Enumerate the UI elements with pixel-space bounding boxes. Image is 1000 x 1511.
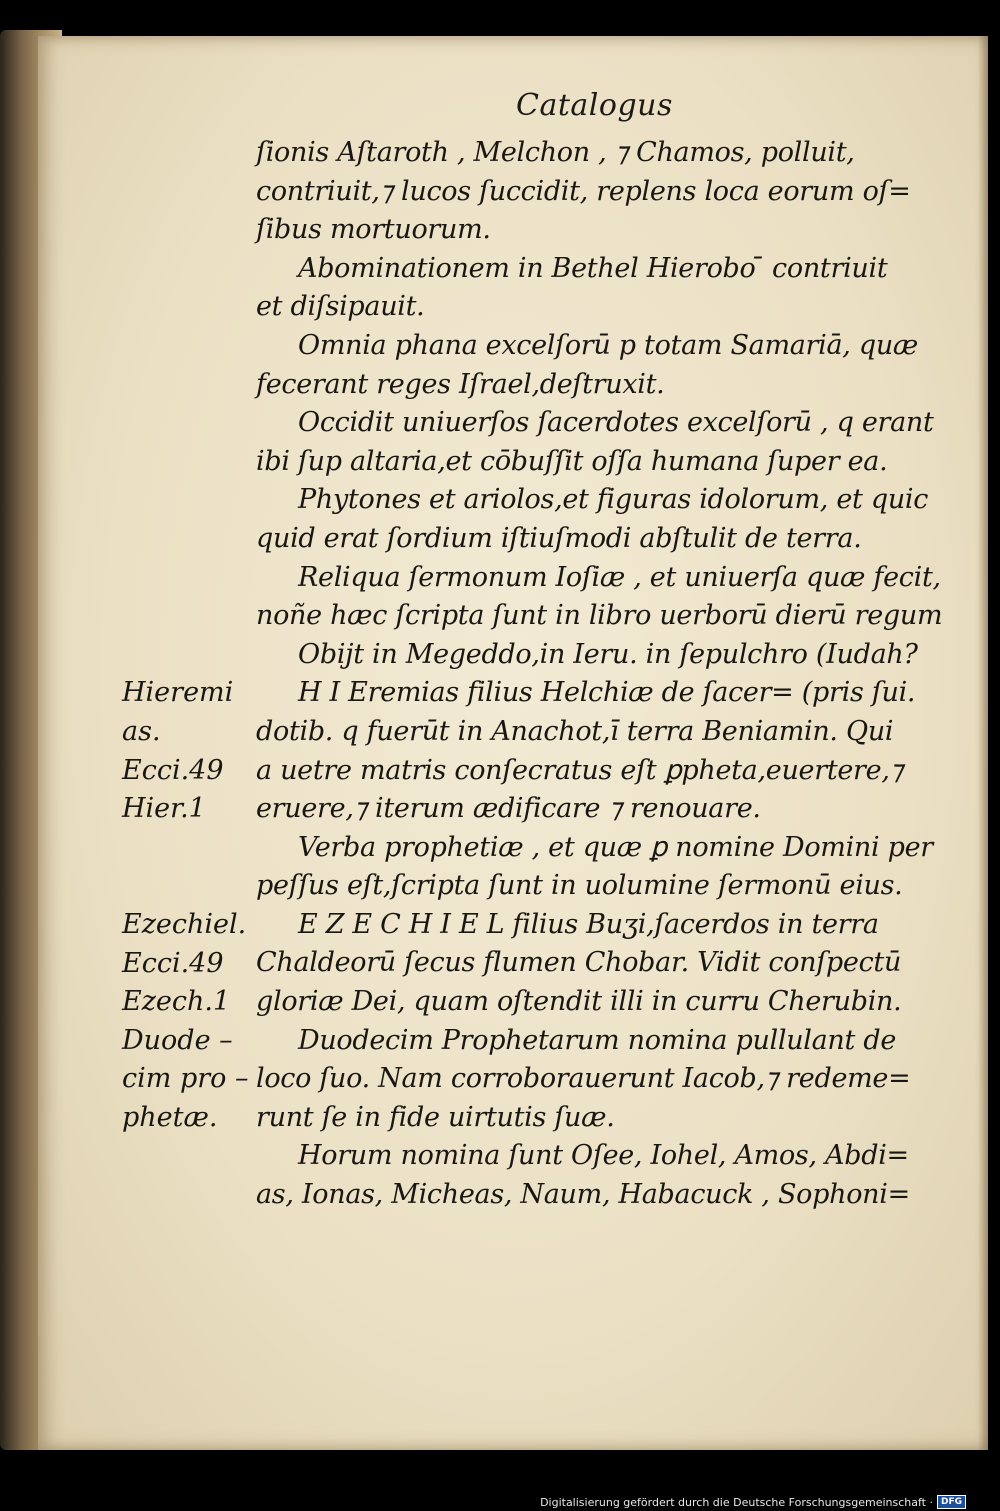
main-text-block: [256, 134, 956, 1215]
text-line: ſionis Aſtaroth , Melchon , ⁊ Chamos, polluit,: [256, 137, 855, 168]
text-line: gloriæ Dei, quam oſtendit illi in curru Cherubin.: [256, 986, 902, 1018]
text-line: noñe hæc ſcripta ſunt in libro uerborū dierū regum: [256, 600, 943, 632]
book-page: [38, 36, 988, 1450]
text-line: E Z E C H I E L filius Buʒi,ſacerdos in terra: [298, 908, 879, 940]
dfg-logo: DFG: [937, 1495, 966, 1509]
page-edge-shadow: [978, 36, 988, 1450]
margin-note: Ezech.1: [122, 986, 231, 1018]
text-line: et diſsipauit.: [256, 291, 425, 323]
text-line: quid erat ſordium iſtiuſmodi abſtulit de terra.: [256, 522, 862, 554]
credit-text: Digitalisierung gefördert durch die Deutsche Forschungsgemeinschaft ·: [540, 1495, 933, 1509]
text-line: Verba prophetiæ , et quæ ꝑ nomine Domini per: [298, 831, 933, 863]
text-line: peſſus eſt,ſcripta ſunt in uolumine ſermonū eius.: [256, 870, 903, 902]
text-line: eruere,⁊ iterum ædificare ⁊ renouare.: [256, 793, 761, 825]
text-line: as, Ionas, Micheas, Naum, Habacuck , Sophoni=: [256, 1179, 910, 1211]
text-line: Occidit uniuerſos ſacerdotes excelſorū , q erant: [298, 407, 934, 439]
margin-note: Ecci.49: [122, 947, 224, 979]
text-line: Horum nomina ſunt Oſee, Iohel, Amos, Abdi=: [298, 1140, 909, 1172]
margin-note: Hieremi: [122, 677, 234, 709]
margin-note: phetæ.: [122, 1102, 218, 1133]
text-line: Abominationem in Bethel Hierobo ̄ contriuit: [298, 252, 888, 284]
text-line: Phytones et ariolos,et figuras idolorum, et quic: [298, 484, 929, 516]
running-head: Catalogus: [516, 88, 673, 123]
text-line: Chaldeorū ſecus flumen Chobar. Vidit conſpectū: [256, 947, 902, 979]
margin-note: as.: [122, 716, 161, 747]
margin-note: Ezechiel.: [122, 909, 247, 940]
text-line: loco ſuo. Nam corroborauerunt Iacob,⁊ redeme=: [256, 1063, 911, 1095]
text-line: dotib. q fuerūt in Anachot,ī terra Beniamin. Qui: [256, 715, 894, 747]
text-line: ibi ſup altaria,et cōbuſſit oſſa humana ſuper ea.: [256, 445, 888, 477]
margin-note: cim pro –: [122, 1063, 249, 1095]
digitization-credit: [540, 1495, 966, 1509]
text-line: Obijt in Megeddo,in Ieru. in ſepulchro (Iudah?: [298, 638, 918, 670]
text-line: ſibus mortuorum.: [256, 214, 491, 246]
text-line: fecerant reges Iſrael,deſtruxit.: [256, 368, 665, 400]
text-line: a uetre matris conſecratus eſt ꝑpheta,euertere,⁊: [256, 754, 903, 786]
text-line: Reliqua ſermonum Ioſiæ , et uniuerſa quæ fecit,: [298, 561, 941, 593]
margin-note: Hier.1: [122, 793, 206, 825]
text-line: contriuit,⁊ lucos ſuccidit, replens loca eorum oſ=: [256, 175, 911, 207]
text-line: H I Eremias filius Helchiæ de ſacer= (pris ſui.: [298, 677, 916, 709]
text-line: Duodecim Prophetarum nomina pullulant de: [298, 1024, 897, 1056]
margin-note: Ecci.49: [122, 754, 224, 786]
text-line: runt ſe in fide uirtutis ſuæ.: [256, 1101, 615, 1133]
margin-note: Duode –: [122, 1024, 233, 1056]
text-line: Omnia phana excelſorū p totam Samariā, quæ: [298, 329, 919, 361]
